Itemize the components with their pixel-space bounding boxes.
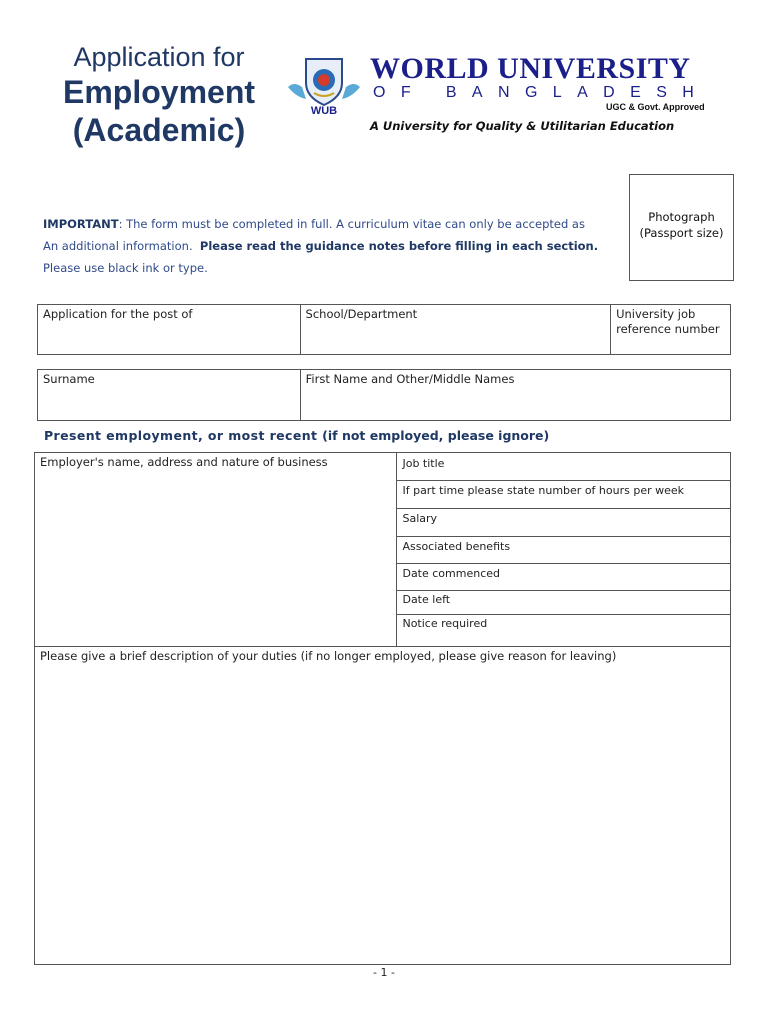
part-time-hours-field[interactable]: If part time please state number of hours per week: [397, 481, 731, 509]
post-table: [37, 304, 731, 355]
approval-note: UGC & Govt. Approved: [606, 102, 705, 112]
form-title-line2: Employment: [62, 74, 256, 110]
important-label: IMPORTANT: [43, 217, 119, 231]
job-title-field[interactable]: Job title: [397, 453, 731, 481]
name-table: [37, 369, 731, 421]
university-subtitle: OF BANGLADESH: [373, 84, 710, 101]
form-title-line1: Application for: [73, 42, 245, 72]
notice-required-field[interactable]: Notice required: [397, 615, 731, 647]
photograph-box[interactable]: Photograph (Passport size): [629, 174, 734, 281]
employer-details-field[interactable]: Employer's name, address and nature of business: [35, 453, 397, 647]
employment-table: [34, 452, 731, 965]
university-crest-icon: [284, 53, 364, 117]
university-logo: [284, 53, 364, 117]
salary-field[interactable]: Salary: [397, 509, 731, 537]
duties-description-field[interactable]: Please give a brief description of your duties (if no longer employed, please give reason for leaving): [35, 647, 731, 965]
guidance-note: Please read the guidance notes before filling in each section.: [199, 239, 599, 253]
svg-text:WUB: WUB: [310, 105, 338, 117]
form-title-line3: (Academic): [72, 112, 246, 148]
post-applied-field[interactable]: Application for the post of: [38, 305, 301, 355]
important-line3: Please use black ink or type.: [43, 261, 208, 275]
university-tagline: A University for Quality & Utilitarian Education: [370, 119, 675, 133]
department-field[interactable]: School/Department: [300, 305, 611, 355]
first-names-field[interactable]: First Name and Other/Middle Names: [300, 370, 730, 421]
important-line2: An additional information. Please read the guidance notes before filling in each section.: [43, 239, 599, 253]
benefits-field[interactable]: Associated benefits: [397, 537, 731, 564]
job-reference-field[interactable]: University job reference number: [611, 305, 731, 355]
date-commenced-field[interactable]: Date commenced: [397, 564, 731, 591]
university-name: WORLD UNIVERSITY: [370, 52, 691, 85]
page-number: - 1 -: [373, 966, 395, 979]
surname-field[interactable]: Surname: [38, 370, 301, 421]
date-left-field[interactable]: Date left: [397, 591, 731, 615]
employment-heading: Present employment, or most recent (if not employed, please ignore): [44, 428, 550, 443]
important-line1: IMPORTANT: The form must be completed in full. A curriculum vitae can only be accepted as: [43, 217, 585, 231]
